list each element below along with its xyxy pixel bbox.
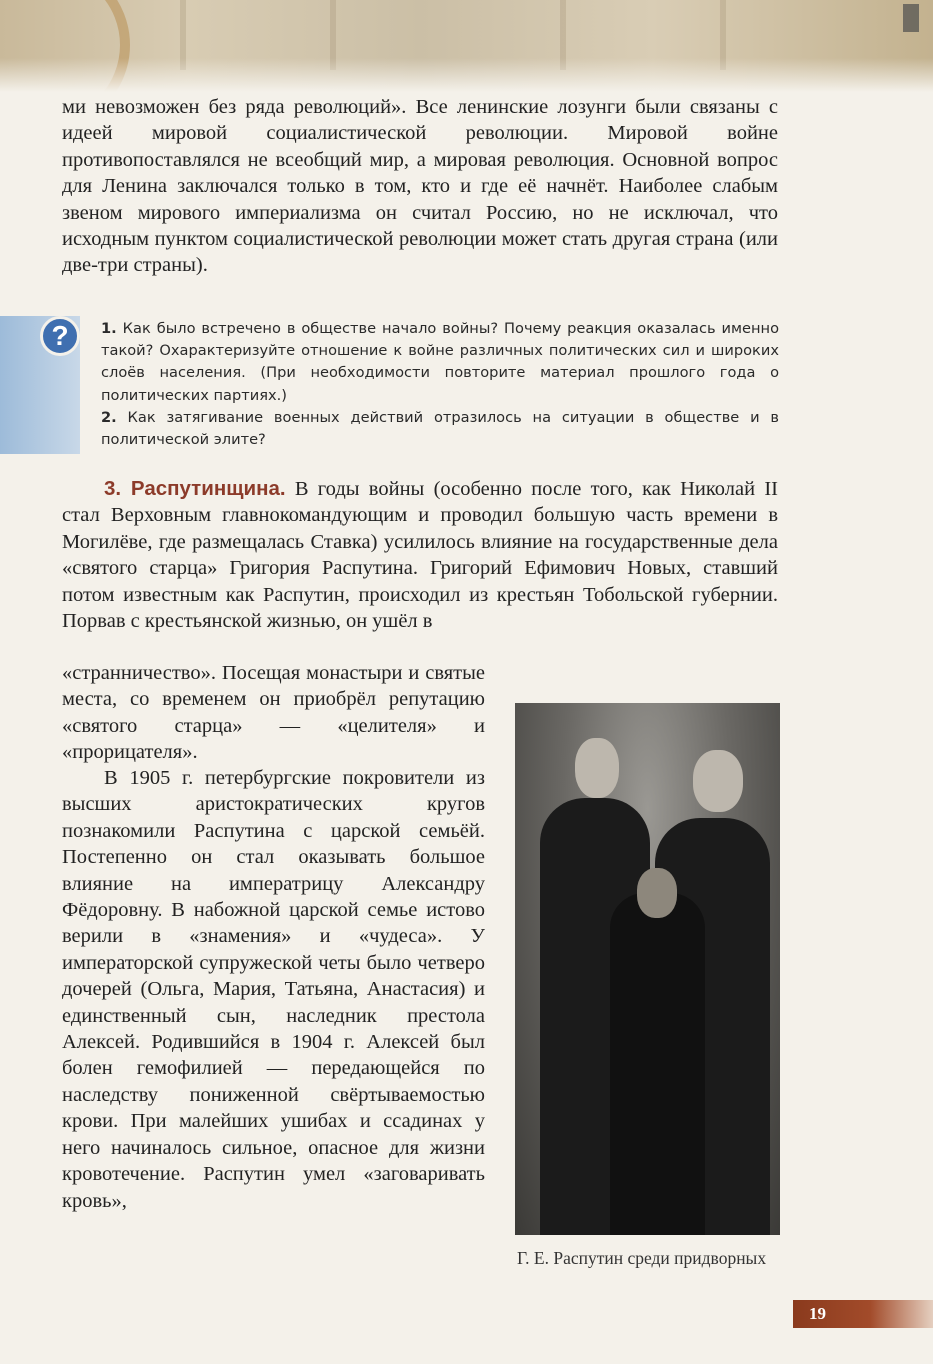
review-questions [101,318,779,451]
top-decorative-banner [0,0,933,92]
intro-paragraph: ми невозможен без ряда революций». Все ленинские лозунги были связаны с идеей мировой социалистической революции. Мировой войне противопоставлялся не всеобщий мир, а мировая революция. Основной вопрос для Ленина заключался только в том, кто и где её начнёт. Наиболее слабым звеном мирового империализма он считал Россию, но не исключал, что исходным пунктом социалистической революции может стать другая страна (или две-три страны). [62,96,778,277]
section-paragraph-1-continued: «странничество». Посещая монастыри и святые места, со временем он приобрёл репутацию «святого старца» — «целителя» и «прорицателя». [62,662,485,764]
banner-stripe [180,0,186,70]
historical-photo [515,703,780,1235]
photo-face-right [693,750,743,812]
question-1: 1. Как было встречено в обществе начало войны? Почему реакция оказалась именно такой? Охарактеризуйте отношение к войне различных политических сил и широких слоёв населения. (При необходимости повторите материал прошлого года о политических партиях.) [101,320,779,404]
section-heading: 3. Распутинщина. [104,477,286,500]
banner-stripe [720,0,726,70]
photo-caption: Г. Е. Распутин среди придворных [517,1248,767,1268]
page-number: 19 [793,1300,933,1328]
photo-face-left [575,738,619,798]
section-paragraph-1: 3. Распутинщина. В годы войны (особенно после того, как Николай II стал Верховным главнокомандующим и проводил большую часть времени в Могилёве, где размещалась Ставка) усилилось влияние на государственные дела «святого старца» Григория Распутина. Григорий Ефимович Новых, ставший потом известным как Распутин, происходил из крестьян Тобольской губернии. Порвав с крестьянской жизнью, он ушёл в [62,477,778,633]
banner-corner-mark [903,4,919,32]
photo-face-center [637,868,677,918]
banner-stripe [560,0,566,70]
banner-ornament [0,0,130,92]
question-2: 2. Как затягивание военных действий отразилось на ситуации в обществе и в политической элите? [101,408,779,449]
question-mark-icon: ? [40,316,80,356]
banner-stripe [330,0,336,70]
section-paragraph-2: В 1905 г. петербургские покровители из высших аристократических кругов познакомили Распутина с царской семьёй. Постепенно он стал оказывать большое влияние на императрицу Александру Фёдоровну. В набожной царской семье истово верили в «знамения» и «чудеса». У императорской супружеской четы было четверо дочерей (Ольга, Мария, Татьяна, Анастасия) и единственный сын, наследник престола Алексей. Родившийся в 1904 г. Алексей был болен гемофилией — передающейся по наследству пониженной свёртываемостью крови. При малейших ушибах и ссадинах у него начиналось сильное, опасное для жизни кровотечение. Распутин умел «заговаривать кровь», [62,767,485,1212]
photo-figure-center [610,893,705,1235]
